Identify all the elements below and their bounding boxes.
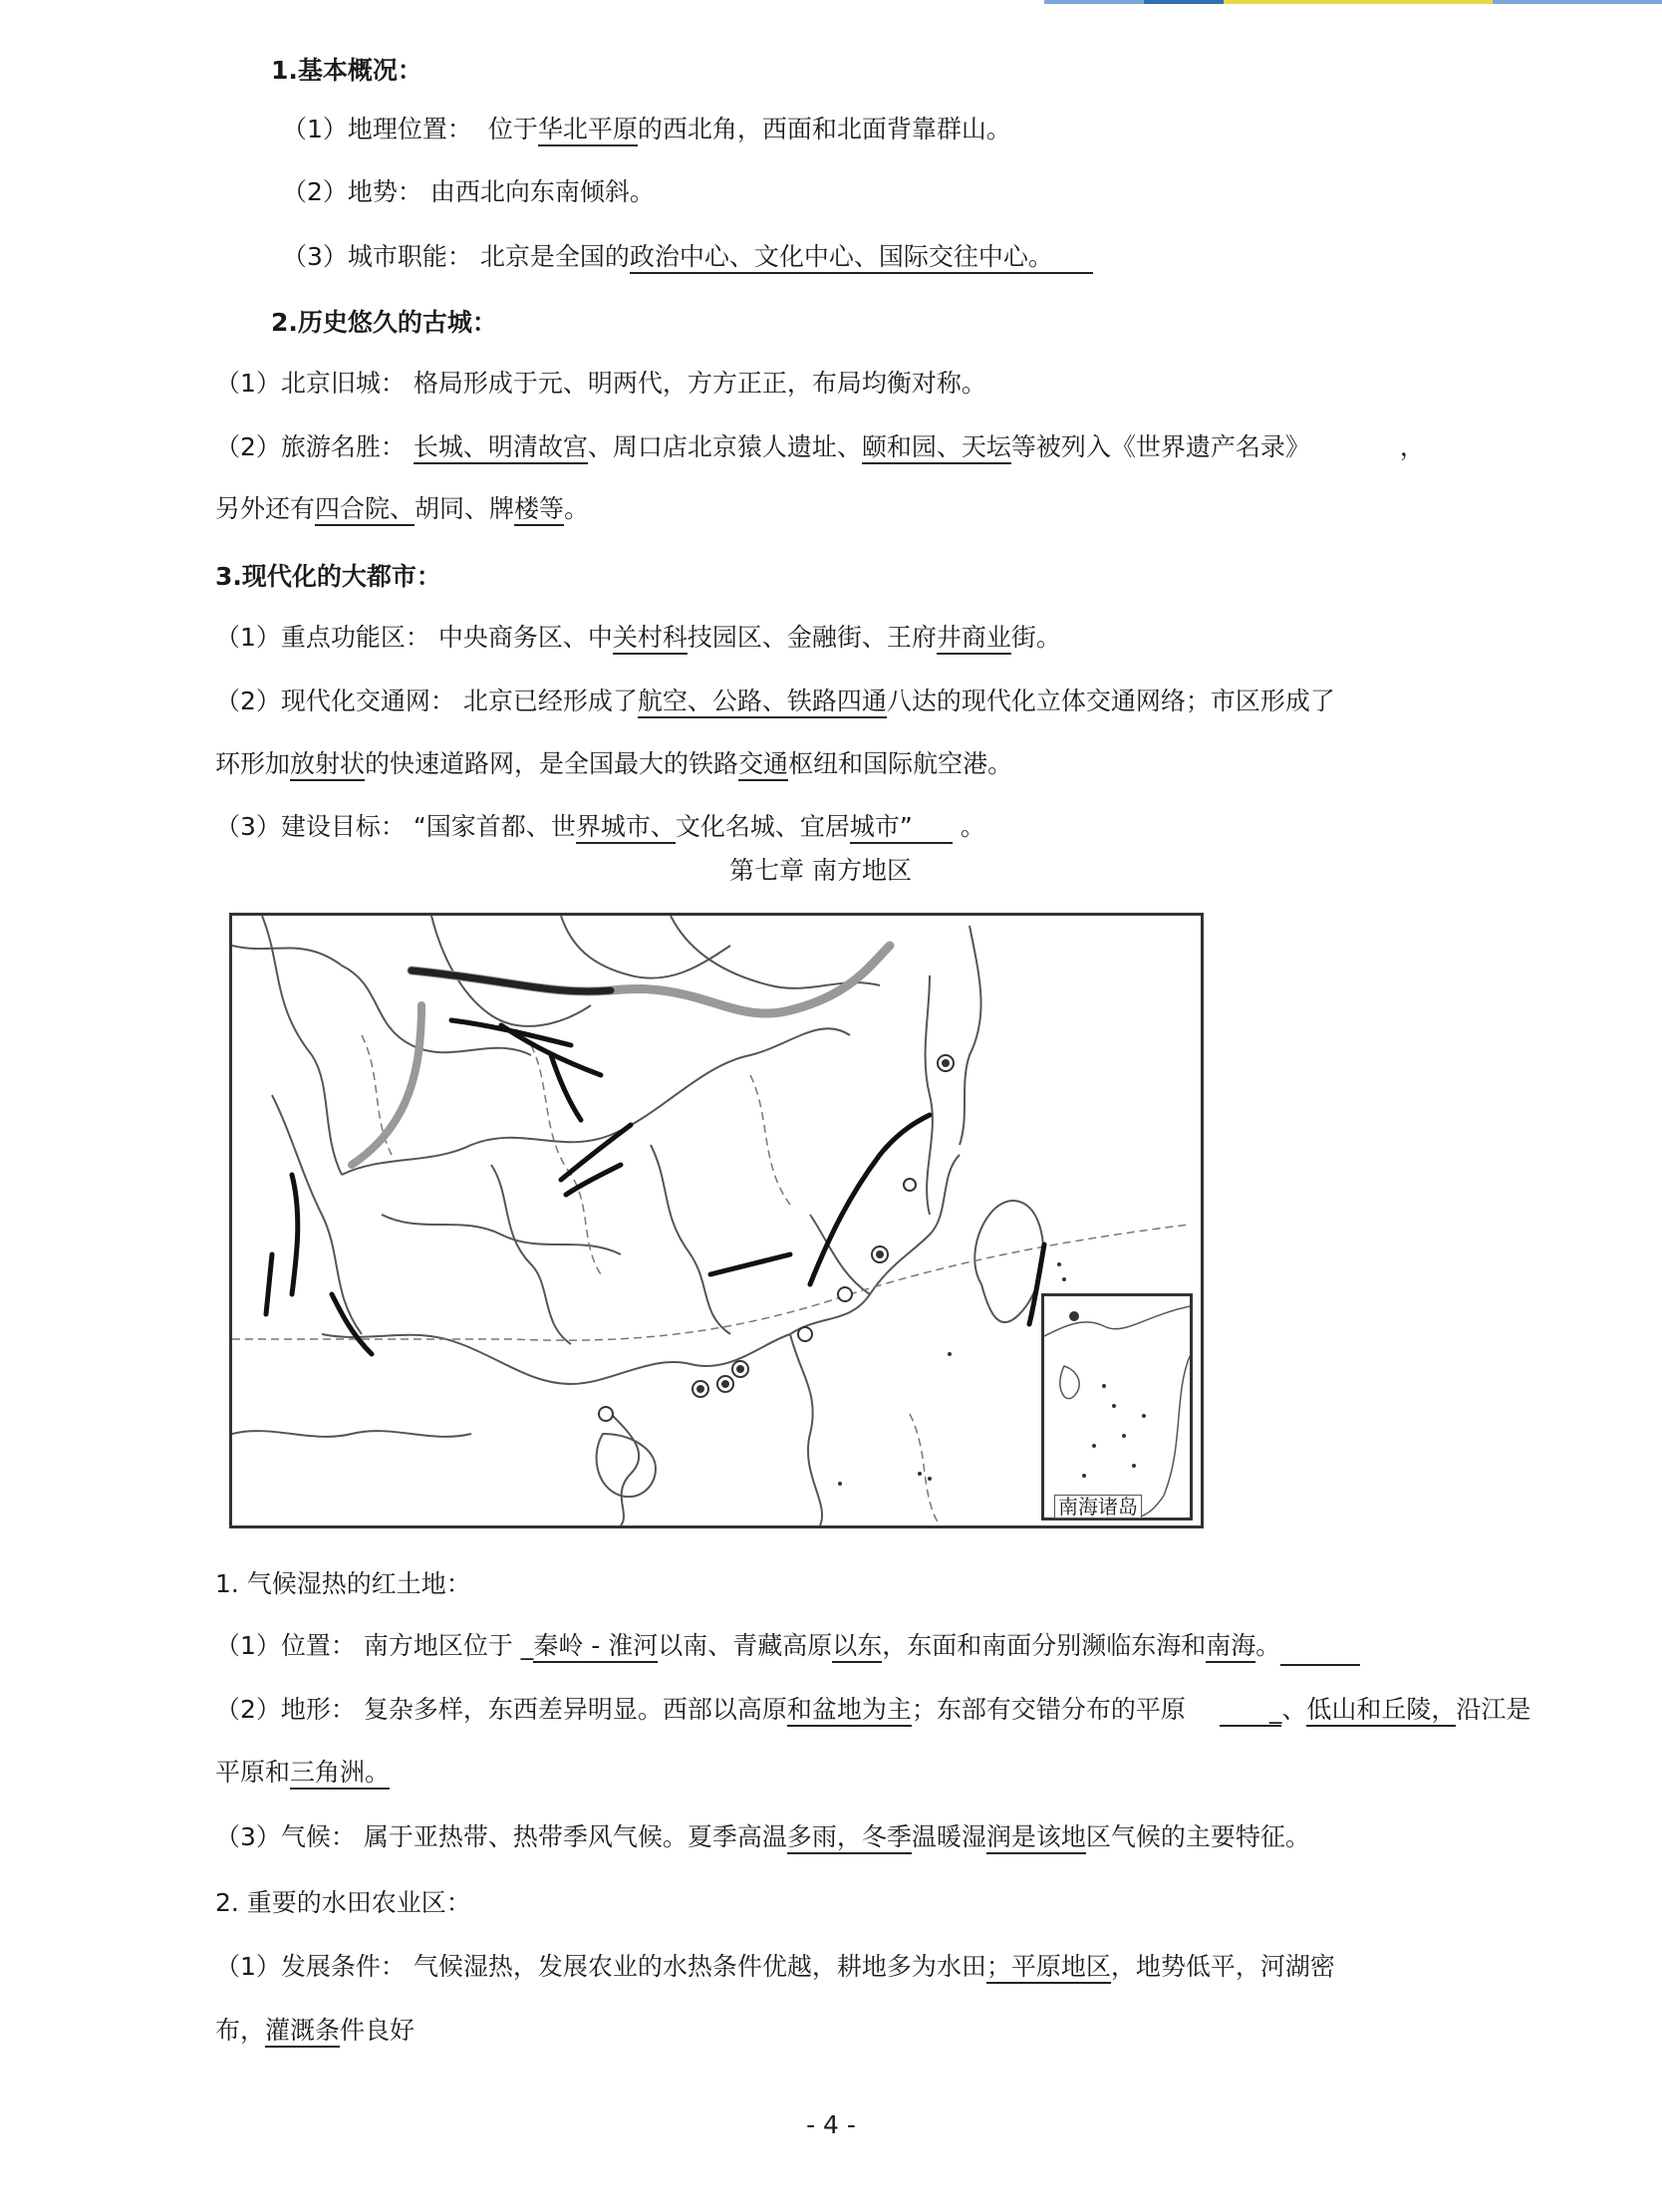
text-line-tourism: （2）旅游名胜： 长城、明清故宫、周口店北京猿人遗址、颐和园、天坛等被列入《世界遗产名录》 ，	[215, 430, 1425, 464]
color-bar-segment	[1044, 0, 1144, 4]
section-title-ancient-city: 2.历史悠久的古城：	[271, 308, 497, 337]
answer-blank	[1280, 1629, 1360, 1666]
answer-blank: 多雨，冬季	[787, 1822, 912, 1854]
text-line-landform-cont: 平原和三角洲。	[215, 1756, 390, 1790]
text-line-climate: （3）气候： 属于亚热带、热带季风气候。夏季高温多雨，冬季温暖湿润是该地区气候的主要特征。	[215, 1820, 1310, 1854]
text-line-goals: （3）建设目标： “国家首都、世界城市、文化名城、宜居城市” 。	[215, 810, 985, 844]
color-bar-segment	[1144, 0, 1224, 4]
text-line-old-city: （1）北京旧城： 格局形成于元、明两代，方方正正，布局均衡对称。	[215, 369, 986, 398]
answer-blank: ；平原地区	[986, 1952, 1111, 1984]
inset-drawing	[1044, 1296, 1190, 1518]
text-line-city-function: （3）城市职能： 北京是全国的政治中心、文化中心、国际交往中心。	[282, 240, 1093, 274]
page-number: - 4 -	[806, 2110, 856, 2139]
answer-blank: 四合院、	[315, 494, 415, 526]
text-line-terrain: （2）地势： 由西北向东南倾斜。	[282, 177, 655, 206]
color-bar-segment	[1224, 0, 1493, 4]
section-title-basic-overview: 1.基本概况：	[271, 56, 422, 85]
south-china-sea-inset	[1041, 1293, 1193, 1521]
answer-blank: _	[1220, 1695, 1282, 1727]
answer-blank: 秦岭 - 淮河	[533, 1631, 658, 1663]
answer-blank: 政治中心、文化中心、国际交往中心。	[630, 242, 1093, 274]
answer-blank: 井商业	[937, 623, 1011, 655]
chapter-title: 第七章 南方地区	[729, 856, 912, 885]
text-line-transport-cont: 环形加放射状的快速道路网，是全国最大的铁路交通枢纽和国际航空港。	[215, 747, 1012, 781]
section-title-red-soil: 1. 气候湿热的红土地：	[215, 1569, 471, 1598]
answer-blank: 三角洲。	[290, 1758, 390, 1790]
text-line-function-zones: （1）重点功能区： 中央商务区、中关村科技园区、金融街、王府井商业街。	[215, 621, 1061, 655]
answer-blank: 城市”	[850, 812, 953, 844]
answer-blank: 交通	[738, 749, 788, 781]
answer-blank: 长城、明清故宫	[414, 432, 588, 464]
text-line-south-location: （1）位置： 南方地区位于 _秦岭 - 淮河以南、青藏高原以东，东面和南面分别濒临东海和南海。	[215, 1629, 1360, 1666]
text-line-location: （1）地理位置： 位于华北平原的西北角，西面和北面背靠群山。	[282, 113, 1011, 146]
answer-blank: 润是该地	[986, 1822, 1086, 1854]
answer-blank: 航空、公路、铁路四通	[638, 687, 887, 718]
top-color-bar	[1044, 0, 1662, 4]
text-line-tourism-cont: 另外还有四合院、胡同、牌楼等。	[215, 492, 589, 526]
answer-blank: 界城市、	[576, 812, 676, 844]
answer-blank: 以东	[832, 1631, 882, 1663]
section-title-metropolis: 3.现代化的大都市：	[215, 562, 441, 591]
answer-blank: 和盆地为主	[787, 1695, 912, 1727]
answer-blank: 颐和园、天坛	[862, 432, 1011, 464]
inset-label: 南海诸岛	[1054, 1495, 1142, 1519]
answer-blank: 华北平原	[538, 115, 638, 146]
text-line-transport: （2）现代化交通网： 北京已经形成了航空、公路、铁路四通八达的现代化立体交通网络；市区形成了	[215, 685, 1335, 718]
section-title-paddy-agriculture: 2. 重要的水田农业区：	[215, 1888, 471, 1917]
answer-blank: 南海	[1206, 1631, 1255, 1663]
answer-blank: 灌溉条	[265, 2016, 340, 2048]
answer-blank: 楼等	[514, 494, 564, 526]
text-line-conditions-cont: 布，灌溉条件良好	[215, 2014, 415, 2048]
answer-blank: 低山和丘陵，	[1306, 1695, 1456, 1727]
answer-blank: 放射状	[290, 749, 365, 781]
answer-blank: 关村科	[613, 623, 688, 655]
text-line-landform: （2）地形： 复杂多样，东西差异明显。西部以高原和盆地为主；东部有交错分布的平原 _、低山和丘陵，沿江是	[215, 1693, 1530, 1727]
color-bar-segment	[1493, 0, 1662, 4]
text-line-conditions: （1）发展条件： 气候湿热，发展农业的水热条件优越，耕地多为水田；平原地区，地势低平，河湖密	[215, 1950, 1335, 1984]
